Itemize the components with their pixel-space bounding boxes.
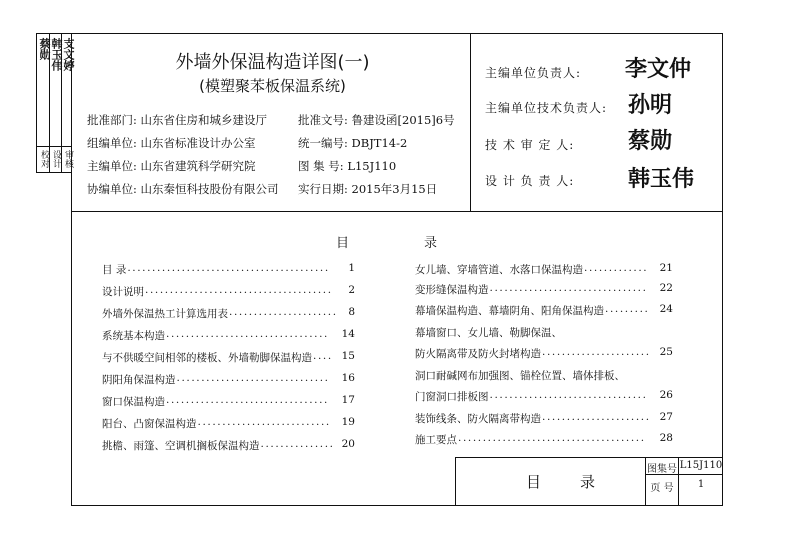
toc-leader: ...................................... — [145, 284, 333, 296]
toc-item[interactable]: 系统基本构造 — [102, 330, 165, 342]
toc-page: 1 — [348, 262, 355, 274]
toc-page: 17 — [341, 394, 355, 406]
signature-review: 蔡勋 — [628, 128, 673, 154]
toc-leader: ...................... — [542, 346, 651, 358]
resp-label-review: 技 术 审 定 人: — [485, 138, 575, 152]
toc-leader: ................................. — [166, 328, 329, 340]
side-signature-1: 蔡勋 — [38, 38, 51, 60]
toc-page: 2 — [348, 284, 355, 296]
page-no-label: 页 号 — [650, 483, 674, 494]
title-block-name-right: 录 — [580, 473, 596, 491]
atlas-no-value: L15J110 — [679, 460, 723, 471]
toc-leader: ............... — [260, 438, 335, 450]
header-column-divider — [470, 33, 471, 211]
toc-item[interactable]: 阳台、凸窗保温构造 — [102, 418, 197, 430]
page-title: 外墙外保温构造详图(一) — [175, 52, 370, 73]
info-approver: 批准部门: 山东省住房和城乡建设厅 — [87, 113, 268, 127]
info-approval-no: 批准文号: 鲁建设函[2015]6号 — [298, 113, 455, 127]
toc-page: 28 — [659, 432, 673, 444]
toc-item[interactable]: 与不供暖空间相邻的楼板、外墙勒脚保温构造 — [102, 352, 312, 364]
toc-leader: .... — [313, 350, 333, 362]
info-chief-editor: 主编单位: 山东省建筑科学研究院 — [87, 159, 256, 173]
toc-leader: ...................... — [542, 411, 651, 423]
info-compiler: 组编单位: 山东省标准设计办公室 — [87, 136, 256, 150]
toc-page: 19 — [341, 416, 355, 428]
toc-item[interactable]: 窗口保温构造 — [102, 396, 165, 408]
toc-page: 15 — [341, 350, 355, 362]
resp-label-chief-unit: 主编单位负责人: — [485, 66, 582, 80]
toc-item[interactable]: 外墙外保温热工计算选用表 — [102, 308, 228, 320]
toc-leader: ......... — [605, 303, 650, 315]
toc-item[interactable]: 阴阳角保温构造 — [102, 374, 176, 386]
toc-item[interactable]: 幕墙保温构造、幕墙阴角、阳角保温构造 — [415, 305, 604, 317]
info-unified-no: 统一编号: DBJT14-2 — [298, 136, 408, 150]
side-label-1: 校对 — [39, 150, 49, 168]
atlas-no-label: 图集号 — [647, 464, 677, 475]
side-signature-2: 韩玉伟 — [50, 38, 63, 71]
info-atlas-no: 图 集 号: L15J110 — [298, 159, 397, 173]
toc-page: 16 — [341, 372, 355, 384]
toc-heading-left: 目 — [336, 236, 350, 251]
toc-leader: ........................... — [197, 416, 331, 428]
page-subtitle: (模塑聚苯板保温系统) — [199, 77, 346, 95]
page-no-value: 1 — [697, 479, 705, 490]
toc-item[interactable]: 防火隔离带及防火封堵构造 — [415, 348, 541, 360]
toc-item[interactable]: 女儿墙、穿墙管道、水落口保温构造 — [415, 264, 583, 276]
toc-page: 21 — [659, 262, 673, 274]
toc-leader: ...................... — [229, 306, 338, 318]
toc-leader: ......................................... — [127, 262, 330, 274]
toc-leader: ................................. — [166, 394, 329, 406]
toc-page: 20 — [341, 438, 355, 450]
header-divider — [71, 211, 723, 212]
toc-item[interactable]: 门窗洞口排板图 — [415, 391, 489, 403]
toc-item[interactable]: 幕墙窗口、女儿墙、勒脚保温、 — [415, 327, 562, 339]
signature-design: 韩玉伟 — [628, 166, 695, 192]
side-signature-strip — [36, 33, 75, 173]
side-label-2: 设计 — [51, 150, 61, 168]
resp-label-design: 设 计 负 责 人: — [485, 174, 575, 188]
toc-item[interactable]: 施工要点 — [415, 434, 457, 446]
toc-item[interactable]: 设计说明 — [102, 286, 144, 298]
side-signature-3: 支文婷 — [62, 38, 75, 71]
toc-leader: ............. — [584, 262, 649, 274]
signature-tech: 孙明 — [628, 92, 673, 118]
toc-leader: ................................ — [489, 282, 648, 294]
toc-heading-right: 录 — [424, 236, 438, 251]
info-effective-date: 实行日期: 2015年3月15日 — [298, 182, 438, 196]
toc-item[interactable]: 目 录 — [102, 264, 127, 276]
toc-page: 24 — [659, 303, 673, 315]
signature-chief-unit: 李文仲 — [625, 56, 692, 82]
toc-page: 27 — [659, 411, 673, 423]
toc-page: 25 — [659, 346, 673, 358]
toc-item[interactable]: 挑檐、雨篷、空调机搁板保温构造 — [102, 440, 260, 452]
toc-item[interactable]: 洞口耐碱网布加强图、锚栓位置、墙体排板、 — [415, 370, 625, 382]
title-block — [455, 457, 723, 506]
side-label-3: 审核 — [63, 150, 73, 168]
toc-page: 22 — [659, 282, 673, 294]
toc-leader: ................................ — [489, 389, 648, 401]
toc-item[interactable]: 装饰线条、防火隔离带构造 — [415, 413, 541, 425]
toc-page: 8 — [348, 306, 355, 318]
resp-label-tech: 主编单位技术负责人: — [485, 101, 608, 115]
toc-item[interactable]: 变形缝保温构造 — [415, 284, 489, 296]
title-block-name-left: 目 — [526, 473, 542, 491]
toc-page: 14 — [341, 328, 355, 340]
toc-page: 26 — [659, 389, 673, 401]
toc-leader: ...................................... — [458, 432, 646, 444]
info-co-editor: 协编单位: 山东秦恒科技股份有限公司 — [87, 182, 279, 196]
toc-leader: ............................... — [176, 372, 330, 384]
